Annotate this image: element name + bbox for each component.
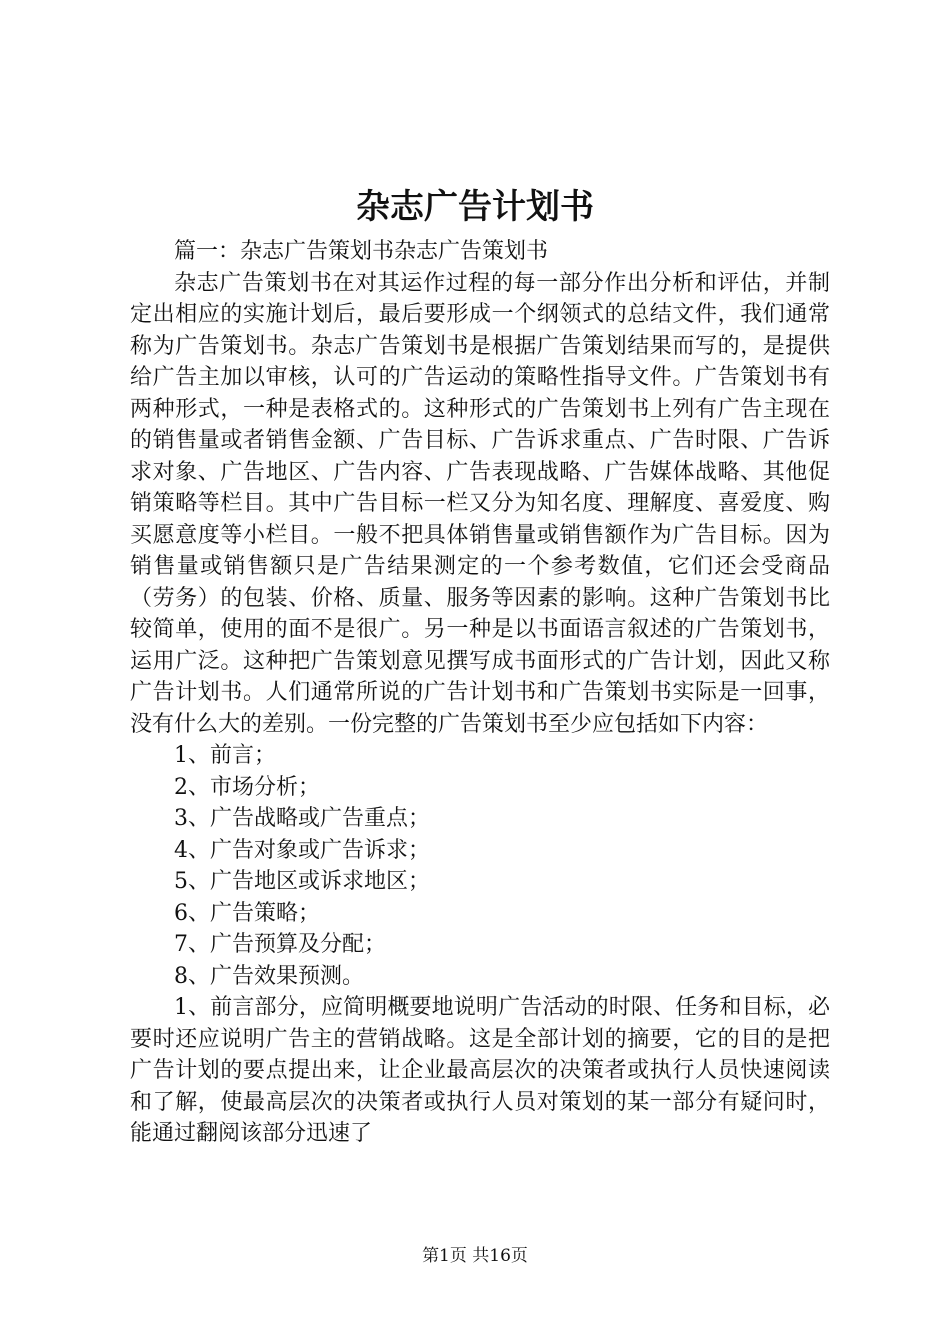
section-heading: 篇一：杂志广告策划书杂志广告策划书 (174, 239, 549, 264)
list-item: 5、广告地区或诉求地区； (174, 869, 430, 894)
page-number: 第1页 共16页 (422, 1246, 528, 1266)
list-item: 4、广告对象或广告诉求； (174, 837, 430, 863)
document-body (130, 236, 830, 1150)
document-title: 杂志广告计划书 (356, 187, 594, 227)
list-item: 1、前言； (174, 743, 276, 768)
list-item: 7、广告预算及分配； (174, 932, 386, 957)
list-item: 6、广告策略； (174, 900, 320, 926)
list-item: 8、广告效果预测。 (174, 963, 364, 989)
body-paragraph: 杂志广告策划书在对其运作过程的每一部分作出分析和评估，并制定出相应的实施计划后，最后要形成一个纲领式的总结文件，我们通常称为广告策划书。杂志广告策划书是根据广告策划结果而写的，是提供给广告主加以审核，认可的广告运动的策略性指导文件。广告策划书有两种形式，一种是表格式的。这种形式的广告策划书上列有广告主现在的销售量或者销售金额、广告目标、广告诉求重点、广告时限、广告诉求对象、广告地区、广告内容、广告表现战略、广告媒体战略、其他促销策略等栏目。其中广告目标一栏又分为知名度、理解度、喜爱度、购买愿意度等小栏目。一般不把具体销售量或销售额作为广告目标。因为销售量或销售额只是广告结果测定的一个参考数值，它们还会受商品（劳务）的包装、价格、质量、服务等因素的影响。这种广告策划书比较简单，使用的面不是很广。另一种是以书面语言叙述的广告策划书，运用广泛。这种把广告策划意见撰写成书面形式的广告计划，因此又称广告计划书。人们通常所说的广告计划书和广告策划书实际是一回事，没有什么大的差别。一份完整的广告策划书至少应包括如下内容： (130, 270, 830, 737)
body-paragraph: 1、前言部分，应简明概要地说明广告活动的时限、任务和目标，必要时还应说明广告主的营销战略。这是全部计划的摘要，它的目的是把广告计划的要点提出来，让企业最高层次的决策者或执行人员快速阅读和了解，使最高层次的决策者或执行人员对策划的某一部分有疑问时，能通过翻阅该部分迅速了 (130, 995, 830, 1146)
list-item: 2、市场分析； (174, 774, 320, 800)
list-item: 3、广告战略或广告重点； (174, 806, 430, 831)
